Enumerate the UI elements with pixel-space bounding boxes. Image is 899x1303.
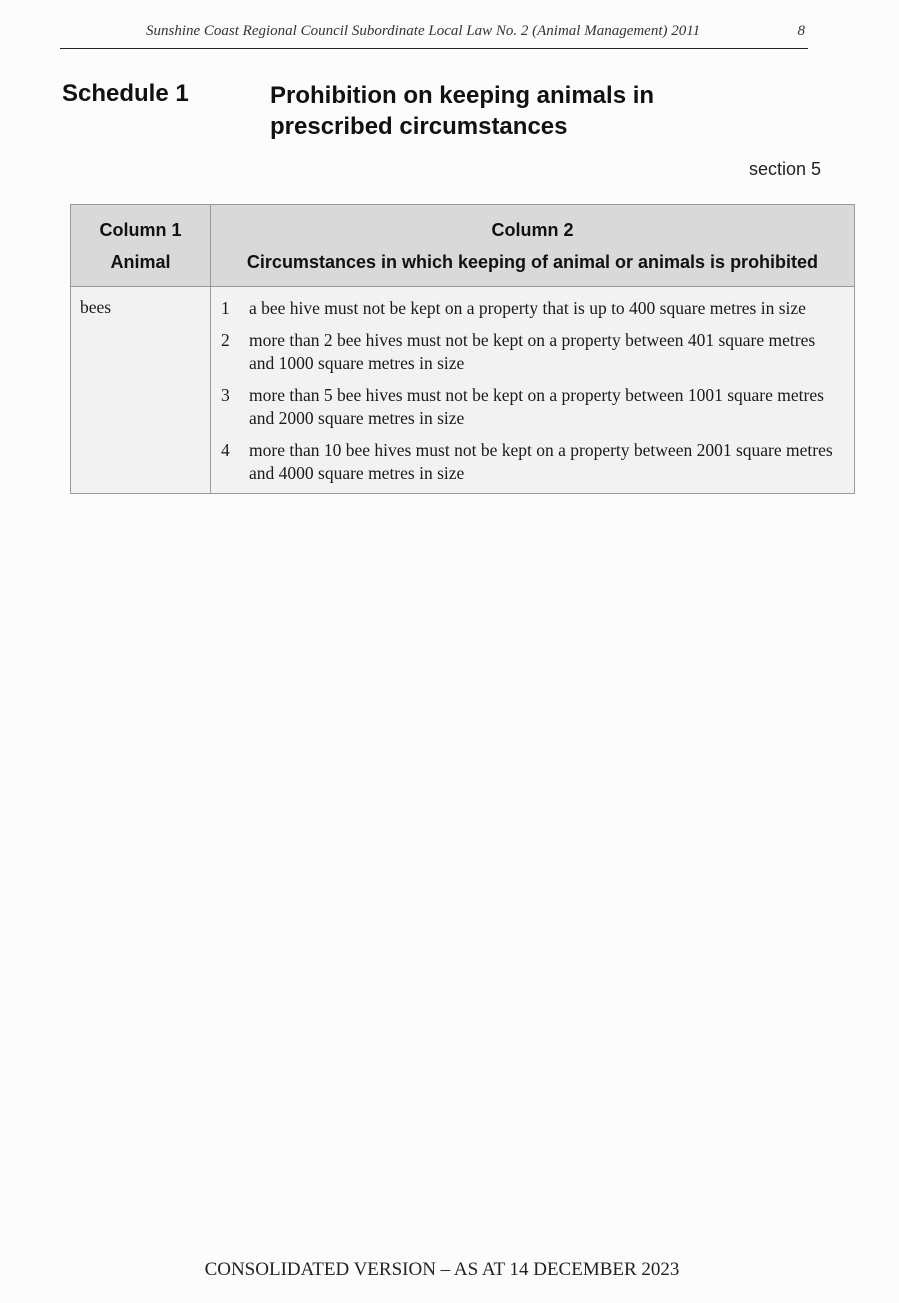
column-2-heading: Column 2 bbox=[491, 220, 574, 240]
table-row bbox=[71, 287, 855, 494]
animal-cell: bees bbox=[71, 287, 211, 494]
column-1-subheading: Animal bbox=[110, 252, 171, 272]
column-header-1 bbox=[71, 205, 211, 287]
page-number: 8 bbox=[797, 23, 805, 39]
item-number: 4 bbox=[221, 440, 230, 460]
schedule-label: Schedule 1 bbox=[62, 80, 189, 107]
list-item bbox=[221, 297, 844, 320]
column-1-heading: Column 1 bbox=[99, 220, 182, 240]
footer-consolidated-version: CONSOLIDATED VERSION – AS AT 14 DECEMBER 2023 bbox=[204, 1259, 680, 1280]
item-number: 2 bbox=[221, 330, 230, 350]
running-header-title: Sunshine Coast Regional Council Subordinate Local Law No. 2 (Animal Management) 2011 bbox=[146, 23, 701, 39]
item-text: more than 5 bee hives must not be kept on a property between 1001 square metres and 2000 square metres in size bbox=[249, 385, 824, 428]
item-number: 3 bbox=[221, 385, 230, 405]
running-header bbox=[60, 20, 808, 49]
item-text: a bee hive must not be kept on a property that is up to 400 square metres in size bbox=[249, 298, 806, 318]
item-text: more than 2 bee hives must not be kept on a property between 401 square metres and 1000 square metres in size bbox=[249, 330, 816, 373]
list-item bbox=[221, 439, 844, 485]
schedule-title: Prohibition on keeping animals in prescribed circumstances bbox=[270, 82, 655, 140]
circumstances-list bbox=[221, 297, 844, 485]
list-item bbox=[221, 329, 844, 375]
schedule-table bbox=[70, 204, 855, 494]
table-header-row bbox=[71, 205, 855, 287]
list-item bbox=[221, 384, 844, 430]
circumstances-cell bbox=[211, 287, 855, 494]
item-number: 1 bbox=[221, 298, 230, 318]
section-reference: section 5 bbox=[748, 159, 821, 179]
column-2-subheading: Circumstances in which keeping of animal or animals is prohibited bbox=[246, 252, 819, 272]
item-text: more than 10 bee hives must not be kept on a property between 2001 square metres and 4000 square metres in size bbox=[249, 440, 833, 483]
column-header-2 bbox=[211, 205, 855, 287]
